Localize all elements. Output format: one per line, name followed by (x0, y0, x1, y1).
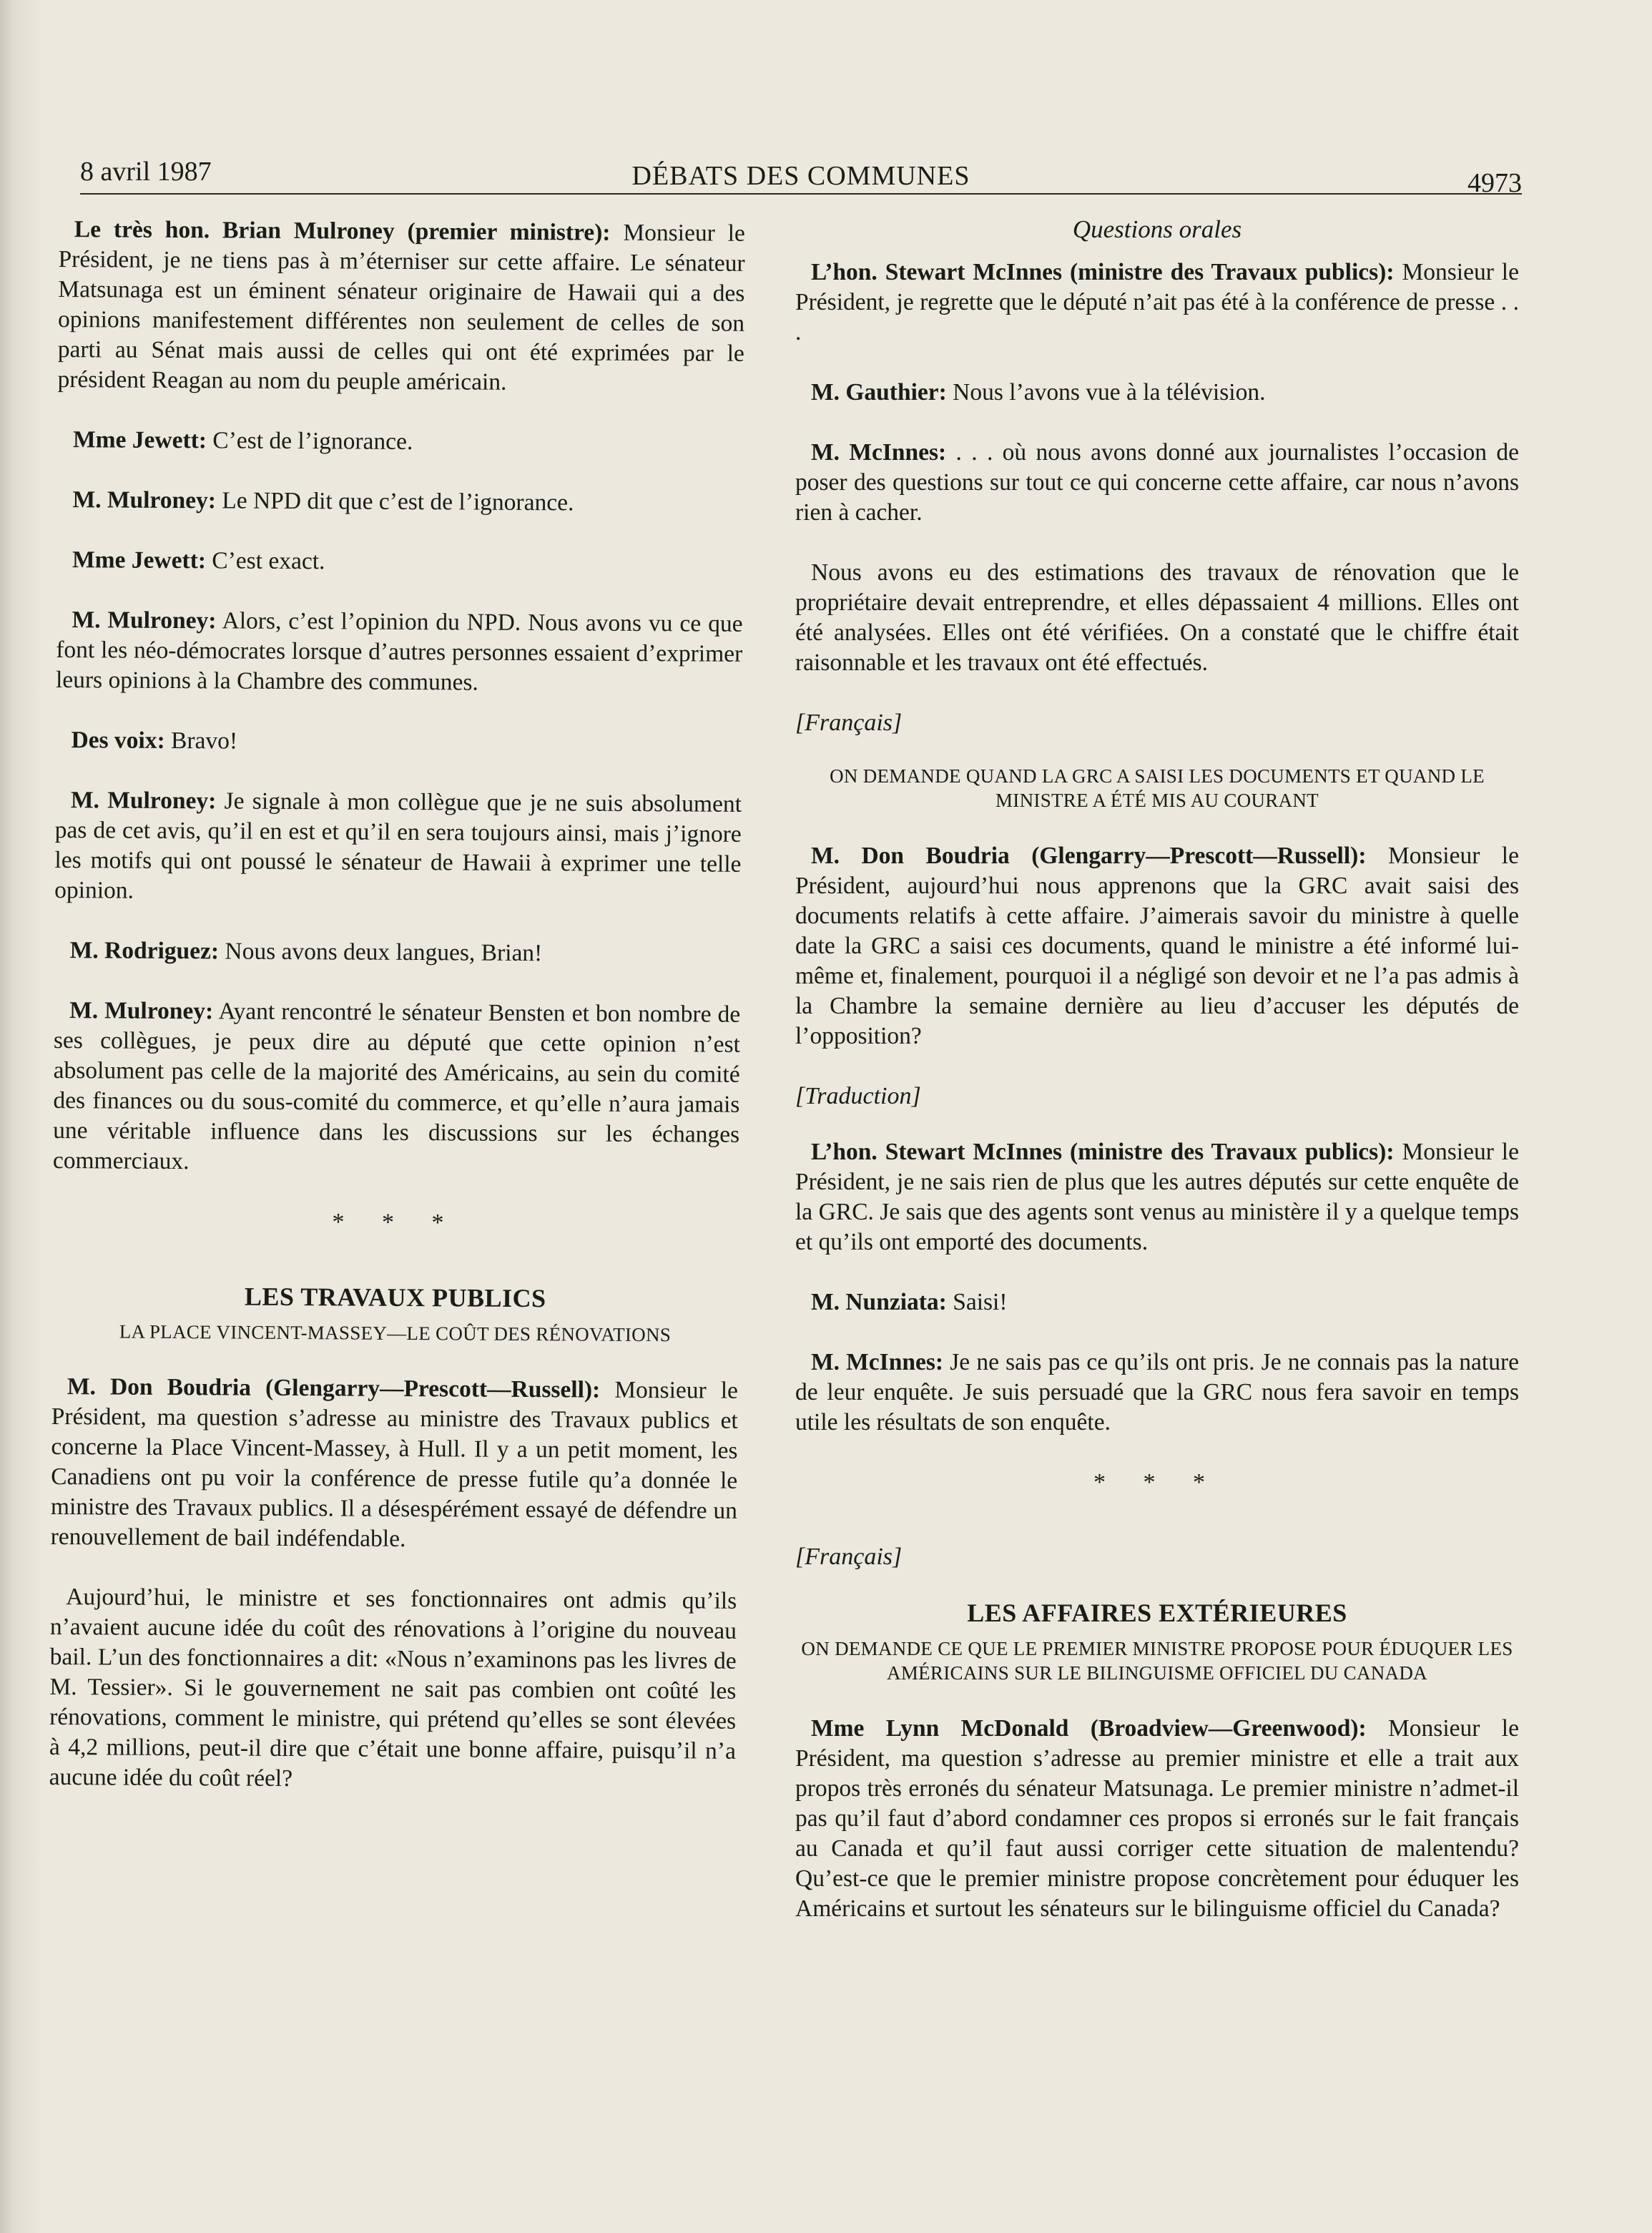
paragraph (795, 438, 1519, 528)
speech-text: Nous l’avons vue à la télévision. (946, 379, 1266, 406)
speech-text: Le NPD dit que c’est de l’ignorance. (215, 487, 574, 516)
speaker-name: Mme Lynn McDonald (Broadview—Greenwood): (811, 1715, 1367, 1742)
speaker-name: M. Mulroney: (72, 486, 217, 514)
speech-text: Monsieur le Président, ma question s’adresse au premier ministre et elle a trait aux propos très erronés du sénateur Matsunaga. Le premier ministre n’admet-il pas qu’il faut d’abord condamner ces propos si erronés sur le fait français au Canada et qu’il faut aussi corriger cette situation de malentendu? Qu’est-ce que le premier ministre propose concrètement pour éduquer les Américains et surtout les sénateurs sur le bilinguisme officiel du Canada? (795, 1715, 1519, 1922)
speaker-name: M. Rodriguez: (69, 937, 220, 965)
section-subheading: ON DEMANDE CE QUE LE PREMIER MINISTRE PROPOSE POUR ÉDUQUER LES AMÉRICAINS SUR LE BILINGUISME OFFICIEL DU CANADA (801, 1638, 1513, 1684)
speech-text: C’est exact. (205, 547, 325, 575)
paragraph (51, 1372, 739, 1556)
paragraph (795, 1137, 1519, 1257)
paragraph (56, 485, 743, 519)
speech-text: Je signale à mon collègue que je ne suis absolument pas de cet avis, qu’il en est et qu’il en sera toujours ainsi, mais j’ignore les motifs qui ont poussé le sénateur de Hawaii à exprimer une telle opinion. (54, 787, 742, 904)
paragraph (795, 1348, 1519, 1438)
paragraph (795, 841, 1519, 1051)
right-column (795, 215, 1519, 1954)
speaker-name: M. Don Boudria (Glengarry—Prescott—Russell): (811, 843, 1367, 869)
paragraph (56, 605, 743, 700)
speech-text: Monsieur le Président, je ne sais rien de plus que les autres députés sur cette enquête de la GRC. Je sais que des agents sont venus au ministère il y a quelque temps et qu’ils ont emporté des documents. (795, 1139, 1519, 1255)
speaker-name: Mme Jewett: (72, 546, 207, 574)
speaker-name: M. Don Boudria (Glengarry—Prescott—Russell): (67, 1373, 601, 1403)
language-tag-text: [Français] (795, 1544, 903, 1570)
paragraph (57, 425, 744, 459)
paragraph (49, 1582, 737, 1797)
speaker-name: M. Mulroney: (70, 787, 217, 815)
speaker-name: Des voix: (71, 727, 165, 754)
section-subheading: LA PLACE VINCENT-MASSEY—LE COÛT DES RÉNOVATIONS (119, 1320, 672, 1346)
language-tag-text: [Traduction] (795, 1083, 921, 1109)
section-subheading: ON DEMANDE QUAND LA GRC A SAISI LES DOCUMENTS ET QUAND LE MINISTRE A ÉTÉ MIS AU COURANT (830, 765, 1485, 811)
speaker-name: Mme Jewett: (72, 426, 207, 454)
speech-text: C’est de l’ignorance. (206, 427, 413, 456)
speech-text: Bravo! (164, 727, 238, 755)
speaker-name: M. Nunziata: (811, 1289, 947, 1315)
paragraph (55, 725, 742, 760)
speech-text: Saisi! (946, 1289, 1008, 1315)
left-column (49, 215, 745, 1827)
section-heading: LES TRAVAUX PUBLICS (244, 1282, 546, 1313)
header-title: DÉBATS DES COMMUNES (631, 161, 970, 191)
paragraph (54, 785, 742, 910)
page-number: 4973 (1467, 168, 1522, 198)
section-separator: * * * (332, 1209, 460, 1237)
paragraph (795, 378, 1519, 408)
paragraph (795, 257, 1519, 348)
speaker-name: M. Mulroney: (72, 607, 217, 634)
speaker-name: L’hon. Stewart McInnes (ministre des Travaux publics): (811, 1139, 1395, 1165)
speaker-name: M. McInnes: (811, 1349, 944, 1375)
paragraph (54, 936, 741, 970)
paragraph (57, 215, 745, 399)
paragraph (56, 545, 743, 579)
speech-text: Nous avons deux langues, Brian! (219, 938, 543, 967)
speaker-name: L’hon. Stewart McInnes (ministre des Travaux publics): (811, 259, 1395, 285)
speech-text: Monsieur le Président, je ne tiens pas à m’éterniser sur cette affaire. Le sénateur Matsunaga est un éminent sénateur originaire de Hawaii qui a des opinions manifestement différentes non seulement de celles de son parti au Sénat mais aussi de celles qui ont été exprimées par le président Reagan au nom du peuple américain. (57, 219, 745, 396)
speech-text: Nous avons eu des estimations des travaux de rénovation que le propriétaire devait entreprendre, et elles dépassaient 4 millions. Elles ont été analysées. Elles ont été vérifiées. On a constaté que le chiffre était raisonnable et les travaux ont été effectués. (795, 559, 1519, 676)
page-header (80, 156, 1522, 198)
speaker-name: M. Gauthier: (811, 379, 947, 406)
section-label: Questions orales (1072, 215, 1242, 243)
speech-text: . . . où nous avons donné aux journalistes l’occasion de poser des questions sur tout ce qui concerne cette affaire, car nous n’avons rien à cacher. (795, 439, 1519, 526)
speech-text: Alors, c’est l’opinion du NPD. Nous avons vu ce que font les néo-démocrates lorsque d’autres personnes essaient d’exprimer leurs opinions à la Chambre des communes. (55, 607, 743, 696)
speech-text: Monsieur le Président, ma question s’adresse au ministre des Travaux publics et concerne la Place Vincent-Massey, à Hull. Il y a un petit moment, les Canadiens ont pu voir la conférence de presse futile qu’a donnée le ministre des Travaux publics. Il a désespérément essayé de défendre un renouvellement de bail indéfendable. (50, 1376, 739, 1552)
speech-text: Monsieur le Président, aujourd’hui nous apprenons que la GRC avait saisi des documents relatifs à cette affaire. J’aimerais savoir du ministre à quelle date la GRC a saisi ces documents, quand le ministre a été informé lui-même et, finalement, pourquoi il a négligé son devoir et ne l’a pas admis à la Chambre la semaine dernière au lieu d’accuser les députés de l’opposition? (795, 843, 1519, 1049)
paragraph (795, 558, 1519, 678)
language-tag (795, 1542, 1519, 1572)
paragraph (795, 1714, 1519, 1924)
header-date: 8 avril 1987 (80, 157, 212, 187)
paragraph (795, 1287, 1519, 1317)
speech-text: Monsieur le Président, je regrette que le député n’ait pas été à la conférence de presse . . . (795, 259, 1519, 345)
speaker-name: Le très hon. Brian Mulroney (premier ministre): (74, 216, 611, 246)
speaker-name: M. McInnes: (811, 439, 947, 466)
language-tag-text: [Français] (795, 710, 903, 736)
speech-text: Ayant rencontré le sénateur Bensten et bon nombre de ses collègues, je peux dire au député que cette opinion n’est absolument pas celle de la majorité des Américains, au sein du comité des finances ou du sous-comité du commerce, et qu’elle n’aura jamais une véritable influence dans les discussions sur les échanges commerciaux. (52, 998, 741, 1175)
language-tag (795, 708, 1519, 738)
section-heading: LES AFFAIRES EXTÉRIEURES (967, 1599, 1347, 1627)
speech-text: Je ne sais pas ce qu’ils ont pris. Je ne connais pas la nature de leur enquête. Je suis persuadé que la GRC nous fera savoir en temps utile les résultats de son enquête. (795, 1349, 1519, 1436)
language-tag (795, 1081, 1519, 1111)
paragraph (53, 996, 741, 1180)
speaker-name: M. Mulroney: (69, 997, 214, 1025)
speech-text: Aujourd’hui, le ministre et ses fonctionnaires ont admis qu’ils n’avaient aucune idée du coût des rénovations à l’origine du nouveau bail. L’un des fonctionnaires a dit: «Nous n’examinons pas les livres de M. Tessier». Si le gouvernement ne sait pas combien ont coûté les rénovations, comment le ministre, qui prétend qu’elles se sont élevées à 4,2 millions, peut-il dire que c’était une bonne affaire, puisqu’il n’a aucune idée du coût réel? (49, 1584, 737, 1792)
section-separator: * * * (1093, 1469, 1221, 1496)
